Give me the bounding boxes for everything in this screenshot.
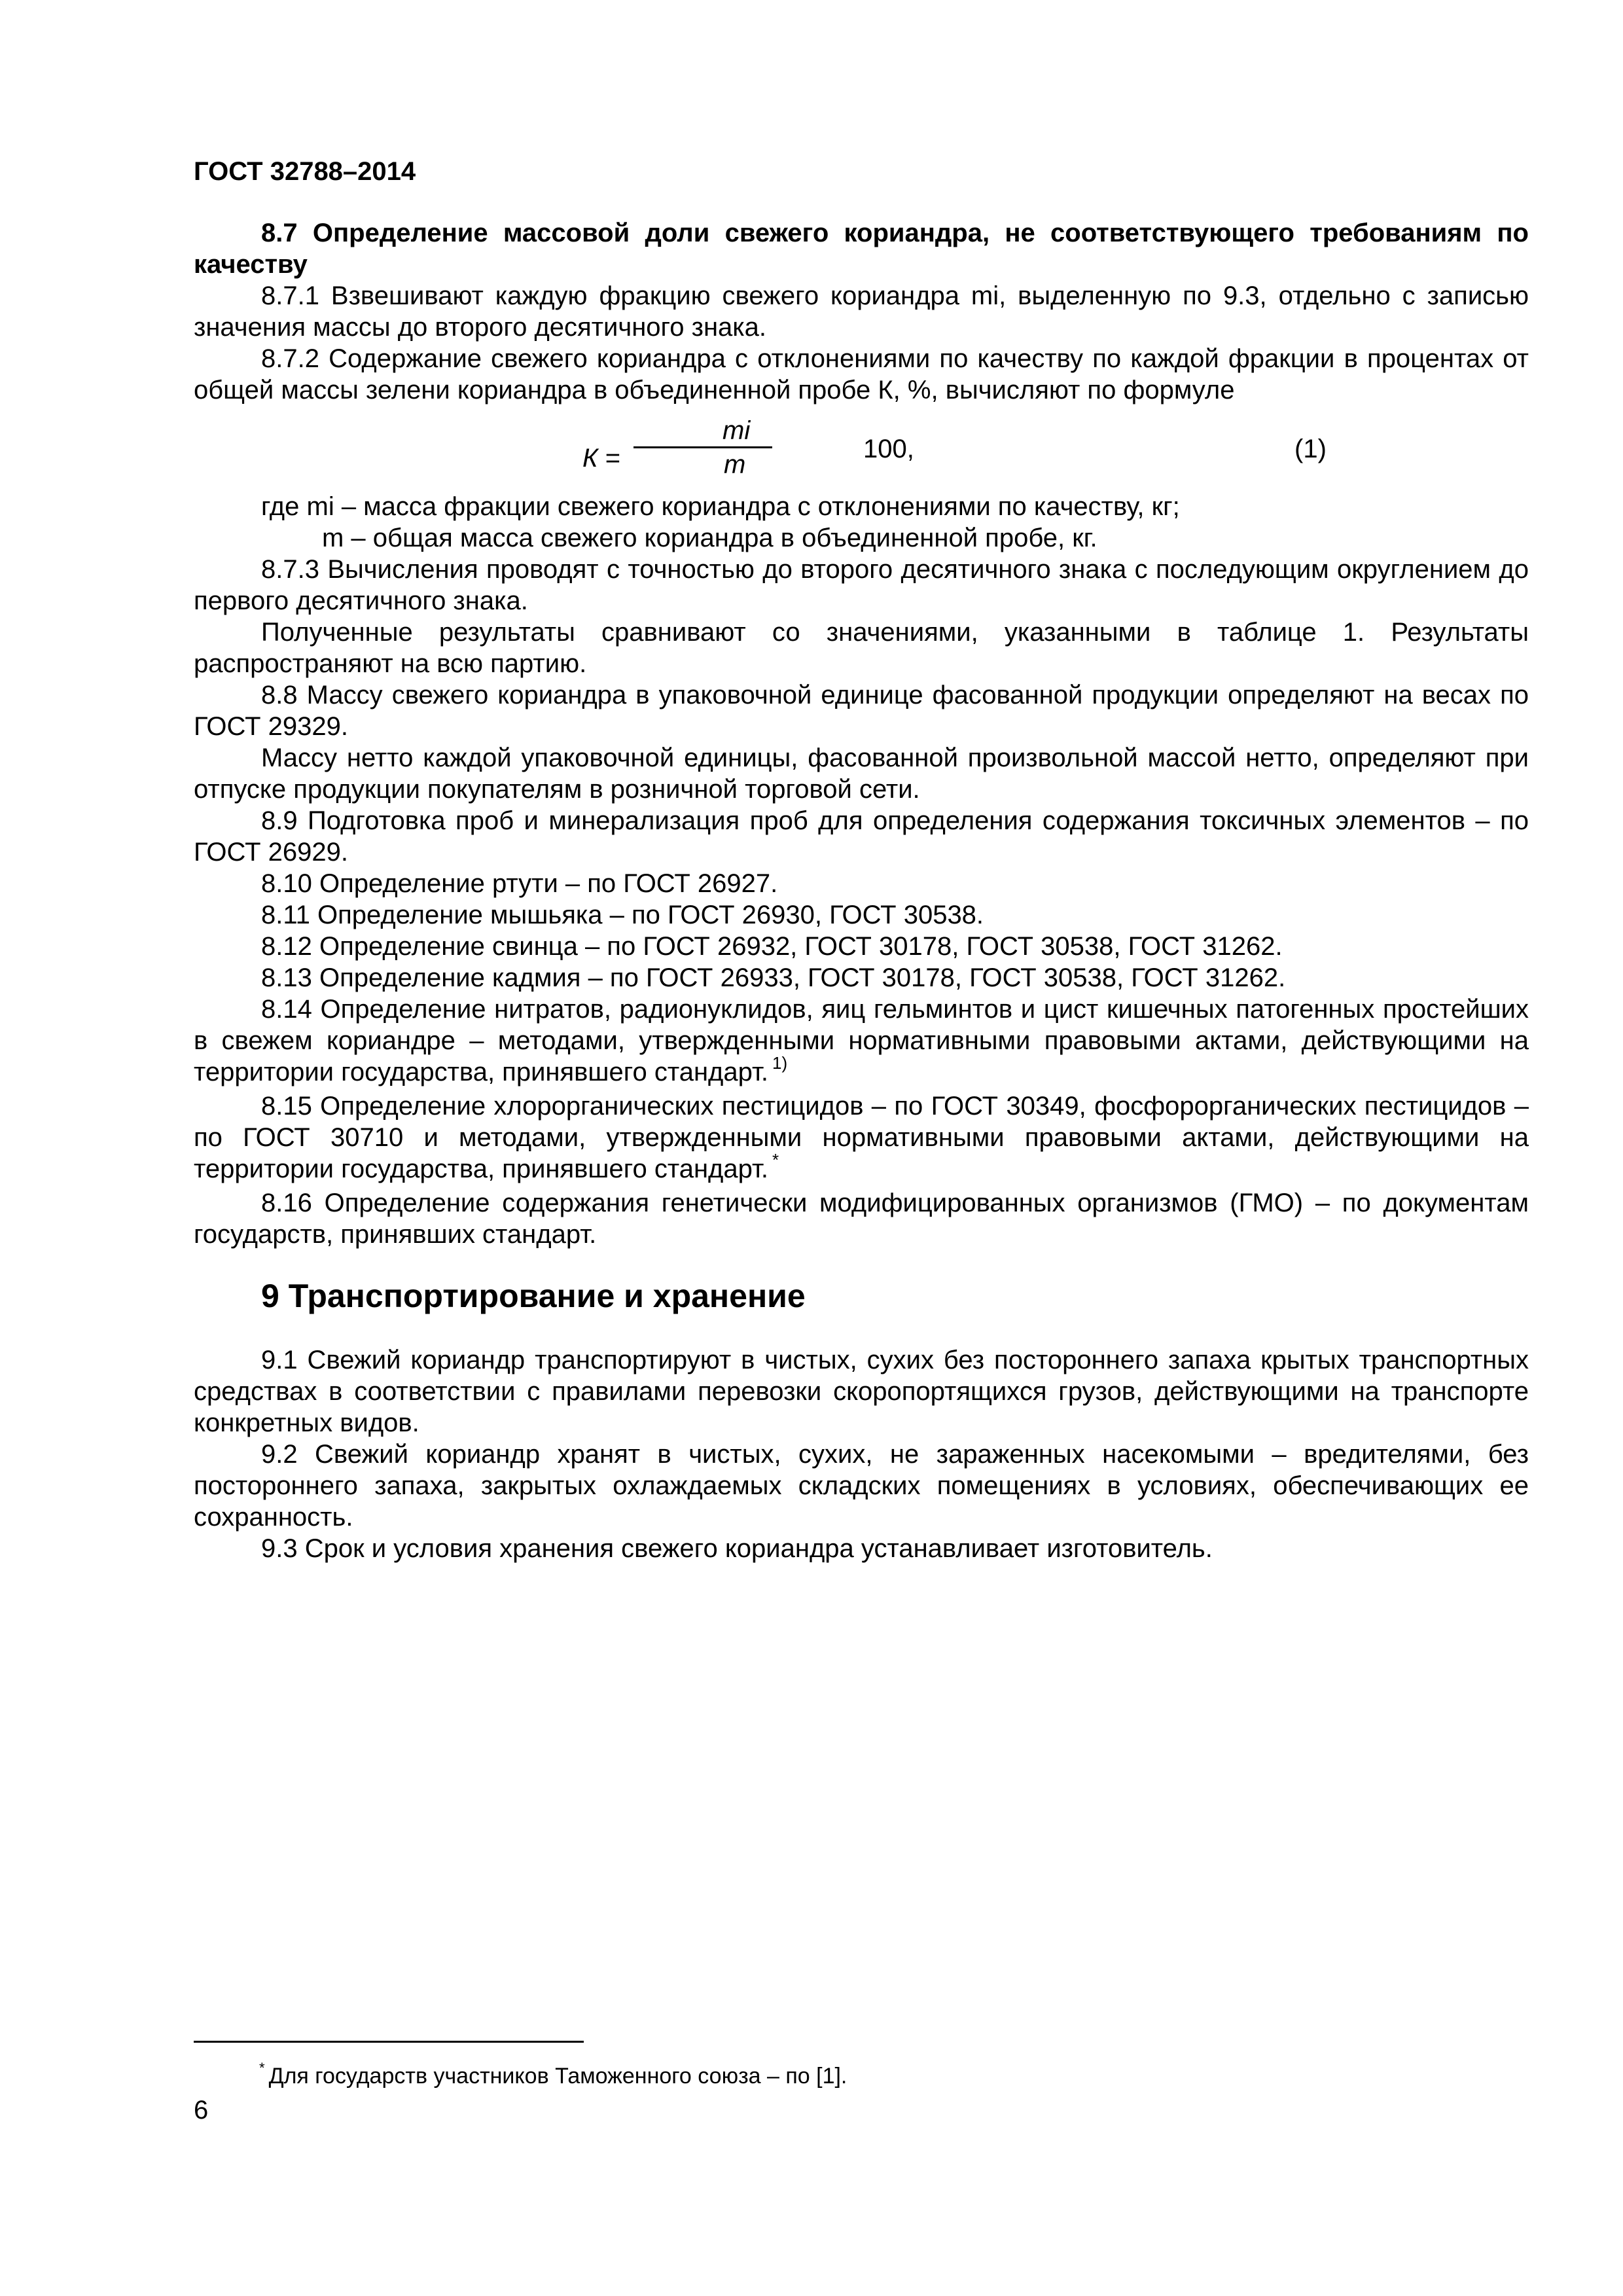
heading-8-7: 8.7 Определение массовой доли свежего кориандра, не соответствующего требованиям по качеству — [194, 219, 1529, 279]
paragraph-8-7-1: 8.7.1 Взвешивают каждую фракцию свежего кориандра mi, выделенную по 9.3, отдельно с записью значения массы до второго десятичного знака. — [194, 281, 1529, 342]
paragraph-8-7-3: 8.7.3 Вычисления проводят с точностью до второго десятичного знака с последующим округлением до первого десятичного знака. — [194, 555, 1529, 615]
paragraph-9-1: 9.1 Свежий кориандр транспортируют в чистых, сухих без постороннего запаха крытых транспортных средствах в соответствии с правилами перевозки скоропортящихся грузов, действующими на транспорте конкретных видов. — [194, 1346, 1529, 1437]
paragraph-8-10: 8.10 Определение ртути – по ГОСТ 26927. — [261, 869, 778, 898]
paragraph-8-9: 8.9 Подготовка проб и минерализация проб для определения содержания токсичных элементов – по ГОСТ 26929. — [194, 806, 1529, 867]
section-9-title: 9 Транспортирование и хранение — [261, 1278, 806, 1314]
paragraph-8-8: 8.8 Массу свежего кориандра в упаковочной единице фасованной продукции определяют на весах по ГОСТ 29329. — [194, 681, 1529, 741]
formula-multiplier: 100, — [863, 435, 914, 463]
document-code: ГОСТ 32788–2014 — [194, 157, 416, 186]
paragraph-8-13: 8.13 Определение кадмия – по ГОСТ 26933, ГОСТ 30178, ГОСТ 30538, ГОСТ 31262. — [261, 963, 1286, 992]
paragraph-9-3: 9.3 Срок и условия хранения свежего кориандра устанавливает изготовитель. — [261, 1534, 1213, 1563]
page-number: 6 — [194, 2096, 209, 2125]
footnote-text: Для государств участников Таможенного союза – по [1]. — [268, 2064, 847, 2089]
formula-numerator: mi — [722, 416, 751, 445]
paragraph-8-16: 8.16 Определение содержания генетически модифицированных организмов (ГМО) – по документам государств, принявших стандарт. — [194, 1189, 1529, 1249]
page-body — [194, 217, 1529, 1564]
paragraph-8-8-net: Массу нетто каждой упаковочной единицы, фасованной произвольной массой нетто, определяют при отпуске продукции покупателям в розничной торговой сети. — [194, 744, 1529, 804]
paragraph-8-12: 8.12 Определение свинца – по ГОСТ 26932, ГОСТ 30178, ГОСТ 30538, ГОСТ 31262. — [261, 932, 1283, 961]
paragraph-8-15 — [194, 1090, 1529, 1187]
formula-number: (1) — [1294, 435, 1327, 463]
paragraph-8-14 — [194, 994, 1529, 1090]
footnote-ref-star: * — [772, 1150, 779, 1170]
paragraph-9-2: 9.2 Свежий кориандр хранят в чистых, сухих, не зараженных насекомыми – вредителями, без постороннего запаха, закрытых охлаждаемых складских помещениях в условиях, обеспечивающих ее сохранность. — [194, 1440, 1529, 1532]
where-line-2: m – общая масса свежего кориандра в объединенной пробе, кг. — [322, 524, 1097, 552]
footnote-separator — [194, 2041, 584, 2043]
paragraph-8-15-text: 8.15 Определение хлорорганических пестицидов – по ГОСТ 30349, фосфорорганических пестицидов – по ГОСТ 30710 и методами, утвержденными нормативными правовыми актами, действующими на территории государства, принявшего стандарт. — [194, 1092, 1529, 1183]
paragraph-8-7-3-results: Полученные результаты сравнивают со значениями, указанными в таблице 1. Результаты распространяют на всю партию. — [194, 618, 1529, 678]
formula-1 — [194, 415, 1529, 488]
formula-lhs: К = — [582, 444, 621, 473]
footnote-mark: * — [259, 2060, 265, 2076]
paragraph-8-7-2: 8.7.2 Содержание свежего кориандра с отклонениями по качеству по каждой фракции в процентах от общей массы зелени кориандра в объединенной пробе К, %, вычисляют по формуле — [194, 344, 1529, 404]
paragraph-8-14-text: 8.14 Определение нитратов, радионуклидов, яиц гельминтов и цист кишечных патогенных простейших в свежем кориандре – методами, утвержденными нормативными правовыми актами, действующими на территории государства, принявшего стандарт. — [194, 995, 1529, 1086]
where-line-1: где mi – масса фракции свежего кориандра с отклонениями по качеству, кг; — [261, 492, 1180, 521]
footnote — [259, 2060, 847, 2092]
formula-denominator: m — [724, 450, 746, 479]
footnote-ref-1: 1) — [772, 1053, 788, 1073]
fraction-bar — [633, 446, 772, 448]
paragraph-8-11: 8.11 Определение мышьяка – по ГОСТ 26930, ГОСТ 30538. — [261, 901, 984, 929]
